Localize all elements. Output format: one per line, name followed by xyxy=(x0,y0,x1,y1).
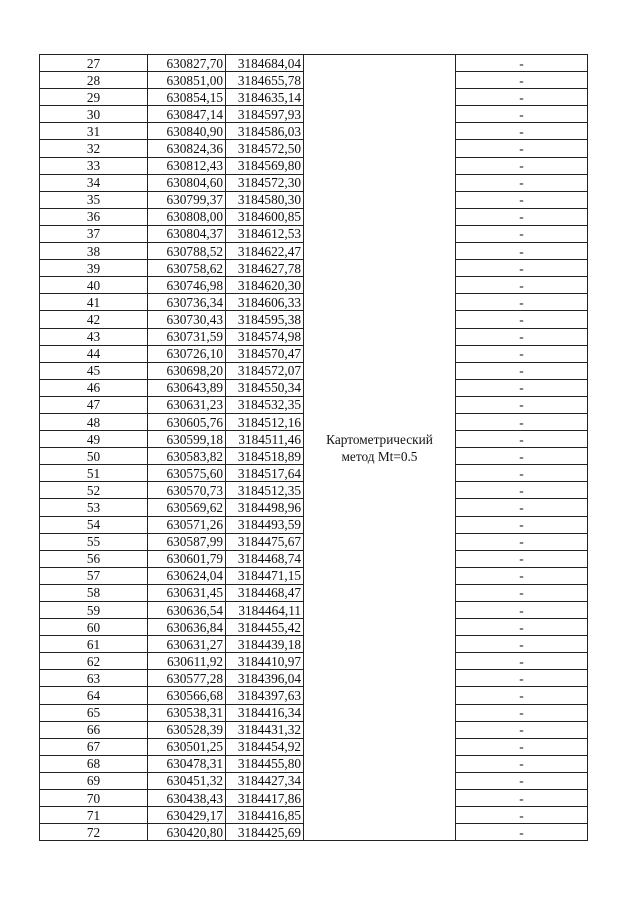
accuracy-value: - xyxy=(456,294,588,311)
point-number: 71 xyxy=(40,807,148,824)
x-coordinate: 630631,27 xyxy=(148,636,226,653)
accuracy-value: - xyxy=(456,89,588,106)
point-number: 54 xyxy=(40,516,148,533)
x-coordinate: 630570,73 xyxy=(148,482,226,499)
y-coordinate: 3184612,53 xyxy=(226,225,304,242)
accuracy-value: - xyxy=(456,755,588,772)
accuracy-value: - xyxy=(456,772,588,789)
x-coordinate: 630746,98 xyxy=(148,277,226,294)
y-coordinate: 3184475,67 xyxy=(226,533,304,550)
accuracy-value: - xyxy=(456,448,588,465)
x-coordinate: 630758,62 xyxy=(148,260,226,277)
x-coordinate: 630611,92 xyxy=(148,653,226,670)
x-coordinate: 630698,20 xyxy=(148,362,226,379)
accuracy-value: - xyxy=(456,790,588,807)
y-coordinate: 3184595,38 xyxy=(226,311,304,328)
x-coordinate: 630583,82 xyxy=(148,448,226,465)
accuracy-value: - xyxy=(456,807,588,824)
y-coordinate: 3184532,35 xyxy=(226,396,304,413)
x-coordinate: 630808,00 xyxy=(148,208,226,225)
point-number: 34 xyxy=(40,174,148,191)
x-coordinate: 630804,60 xyxy=(148,174,226,191)
accuracy-value: - xyxy=(456,602,588,619)
y-coordinate: 3184569,80 xyxy=(226,157,304,174)
point-number: 47 xyxy=(40,396,148,413)
y-coordinate: 3184572,50 xyxy=(226,140,304,157)
x-coordinate: 630624,04 xyxy=(148,567,226,584)
point-number: 43 xyxy=(40,328,148,345)
accuracy-value: - xyxy=(456,191,588,208)
y-coordinate: 3184468,47 xyxy=(226,584,304,601)
point-number: 57 xyxy=(40,567,148,584)
accuracy-value: - xyxy=(456,670,588,687)
y-coordinate: 3184416,85 xyxy=(226,807,304,824)
x-coordinate: 630438,43 xyxy=(148,790,226,807)
accuracy-value: - xyxy=(456,72,588,89)
accuracy-value: - xyxy=(456,721,588,738)
point-number: 67 xyxy=(40,738,148,755)
accuracy-value: - xyxy=(456,516,588,533)
y-coordinate: 3184574,98 xyxy=(226,328,304,345)
y-coordinate: 3184396,04 xyxy=(226,670,304,687)
point-number: 41 xyxy=(40,294,148,311)
accuracy-value: - xyxy=(456,499,588,516)
y-coordinate: 3184410,97 xyxy=(226,653,304,670)
y-coordinate: 3184606,33 xyxy=(226,294,304,311)
accuracy-value: - xyxy=(456,584,588,601)
point-number: 29 xyxy=(40,89,148,106)
accuracy-value: - xyxy=(456,824,588,841)
method-cell xyxy=(304,55,456,841)
point-number: 61 xyxy=(40,636,148,653)
y-coordinate: 3184439,18 xyxy=(226,636,304,653)
accuracy-value: - xyxy=(456,225,588,242)
point-number: 63 xyxy=(40,670,148,687)
point-number: 50 xyxy=(40,448,148,465)
accuracy-value: - xyxy=(456,636,588,653)
x-coordinate: 630599,18 xyxy=(148,431,226,448)
y-coordinate: 3184416,34 xyxy=(226,704,304,721)
x-coordinate: 630643,89 xyxy=(148,379,226,396)
accuracy-value: - xyxy=(456,431,588,448)
point-number: 69 xyxy=(40,772,148,789)
x-coordinate: 630601,79 xyxy=(148,550,226,567)
x-coordinate: 630736,34 xyxy=(148,294,226,311)
x-coordinate: 630605,76 xyxy=(148,413,226,430)
point-number: 35 xyxy=(40,191,148,208)
accuracy-value: - xyxy=(456,140,588,157)
x-coordinate: 630631,23 xyxy=(148,396,226,413)
point-number: 31 xyxy=(40,123,148,140)
x-coordinate: 630451,32 xyxy=(148,772,226,789)
point-number: 59 xyxy=(40,602,148,619)
x-coordinate: 630726,10 xyxy=(148,345,226,362)
point-number: 32 xyxy=(40,140,148,157)
y-coordinate: 3184511,46 xyxy=(226,431,304,448)
point-number: 62 xyxy=(40,653,148,670)
x-coordinate: 630788,52 xyxy=(148,243,226,260)
point-number: 40 xyxy=(40,277,148,294)
accuracy-value: - xyxy=(456,567,588,584)
y-coordinate: 3184570,47 xyxy=(226,345,304,362)
point-number: 58 xyxy=(40,584,148,601)
point-number: 72 xyxy=(40,824,148,841)
accuracy-value: - xyxy=(456,55,588,72)
y-coordinate: 3184468,74 xyxy=(226,550,304,567)
accuracy-value: - xyxy=(456,362,588,379)
y-coordinate: 3184684,04 xyxy=(226,55,304,72)
x-coordinate: 630824,36 xyxy=(148,140,226,157)
accuracy-value: - xyxy=(456,704,588,721)
accuracy-value: - xyxy=(456,328,588,345)
point-number: 42 xyxy=(40,311,148,328)
y-coordinate: 3184493,59 xyxy=(226,516,304,533)
point-number: 68 xyxy=(40,755,148,772)
point-number: 53 xyxy=(40,499,148,516)
point-number: 64 xyxy=(40,687,148,704)
point-number: 44 xyxy=(40,345,148,362)
x-coordinate: 630851,00 xyxy=(148,72,226,89)
x-coordinate: 630631,45 xyxy=(148,584,226,601)
y-coordinate: 3184597,93 xyxy=(226,106,304,123)
y-coordinate: 3184431,32 xyxy=(226,721,304,738)
x-coordinate: 630840,90 xyxy=(148,123,226,140)
accuracy-value: - xyxy=(456,550,588,567)
y-coordinate: 3184464,11 xyxy=(226,602,304,619)
point-number: 39 xyxy=(40,260,148,277)
point-number: 49 xyxy=(40,431,148,448)
point-number: 30 xyxy=(40,106,148,123)
point-number: 55 xyxy=(40,533,148,550)
accuracy-value: - xyxy=(456,157,588,174)
x-coordinate: 630730,43 xyxy=(148,311,226,328)
y-coordinate: 3184397,63 xyxy=(226,687,304,704)
point-number: 56 xyxy=(40,550,148,567)
x-coordinate: 630575,60 xyxy=(148,465,226,482)
y-coordinate: 3184512,35 xyxy=(226,482,304,499)
x-coordinate: 630587,99 xyxy=(148,533,226,550)
x-coordinate: 630731,59 xyxy=(148,328,226,345)
y-coordinate: 3184586,03 xyxy=(226,123,304,140)
table-row xyxy=(40,55,588,72)
y-coordinate: 3184518,89 xyxy=(226,448,304,465)
x-coordinate: 630478,31 xyxy=(148,755,226,772)
y-coordinate: 3184517,64 xyxy=(226,465,304,482)
point-number: 65 xyxy=(40,704,148,721)
x-coordinate: 630812,43 xyxy=(148,157,226,174)
y-coordinate: 3184455,80 xyxy=(226,755,304,772)
point-number: 46 xyxy=(40,379,148,396)
y-coordinate: 3184620,30 xyxy=(226,277,304,294)
x-coordinate: 630854,15 xyxy=(148,89,226,106)
accuracy-value: - xyxy=(456,345,588,362)
y-coordinate: 3184622,47 xyxy=(226,243,304,260)
accuracy-value: - xyxy=(456,208,588,225)
y-coordinate: 3184454,92 xyxy=(226,738,304,755)
x-coordinate: 630528,39 xyxy=(148,721,226,738)
y-coordinate: 3184572,07 xyxy=(226,362,304,379)
coordinates-table xyxy=(39,54,588,841)
x-coordinate: 630538,31 xyxy=(148,704,226,721)
accuracy-value: - xyxy=(456,379,588,396)
point-number: 28 xyxy=(40,72,148,89)
accuracy-value: - xyxy=(456,653,588,670)
accuracy-value: - xyxy=(456,619,588,636)
accuracy-value: - xyxy=(456,465,588,482)
accuracy-value: - xyxy=(456,687,588,704)
point-number: 52 xyxy=(40,482,148,499)
point-number: 66 xyxy=(40,721,148,738)
point-number: 48 xyxy=(40,413,148,430)
y-coordinate: 3184471,15 xyxy=(226,567,304,584)
accuracy-value: - xyxy=(456,533,588,550)
x-coordinate: 630569,62 xyxy=(148,499,226,516)
x-coordinate: 630420,80 xyxy=(148,824,226,841)
point-number: 33 xyxy=(40,157,148,174)
accuracy-value: - xyxy=(456,260,588,277)
y-coordinate: 3184512,16 xyxy=(226,413,304,430)
accuracy-value: - xyxy=(456,413,588,430)
method-label-line1: Картометрический xyxy=(326,431,433,447)
y-coordinate: 3184635,14 xyxy=(226,89,304,106)
point-number: 51 xyxy=(40,465,148,482)
accuracy-value: - xyxy=(456,243,588,260)
accuracy-value: - xyxy=(456,277,588,294)
y-coordinate: 3184655,78 xyxy=(226,72,304,89)
x-coordinate: 630804,37 xyxy=(148,225,226,242)
point-number: 38 xyxy=(40,243,148,260)
x-coordinate: 630501,25 xyxy=(148,738,226,755)
y-coordinate: 3184498,96 xyxy=(226,499,304,516)
accuracy-value: - xyxy=(456,311,588,328)
x-coordinate: 630566,68 xyxy=(148,687,226,704)
x-coordinate: 630799,37 xyxy=(148,191,226,208)
x-coordinate: 630636,54 xyxy=(148,602,226,619)
point-number: 27 xyxy=(40,55,148,72)
point-number: 70 xyxy=(40,790,148,807)
point-number: 60 xyxy=(40,619,148,636)
y-coordinate: 3184417,86 xyxy=(226,790,304,807)
y-coordinate: 3184427,34 xyxy=(226,772,304,789)
y-coordinate: 3184572,30 xyxy=(226,174,304,191)
x-coordinate: 630847,14 xyxy=(148,106,226,123)
y-coordinate: 3184550,34 xyxy=(226,379,304,396)
x-coordinate: 630577,28 xyxy=(148,670,226,687)
x-coordinate: 630429,17 xyxy=(148,807,226,824)
point-number: 37 xyxy=(40,225,148,242)
method-label-line2: метод Mt=0.5 xyxy=(341,448,418,464)
point-number: 36 xyxy=(40,208,148,225)
coordinates-table-body xyxy=(40,55,588,841)
y-coordinate: 3184627,78 xyxy=(226,260,304,277)
x-coordinate: 630571,26 xyxy=(148,516,226,533)
accuracy-value: - xyxy=(456,396,588,413)
x-coordinate: 630636,84 xyxy=(148,619,226,636)
accuracy-value: - xyxy=(456,482,588,499)
accuracy-value: - xyxy=(456,738,588,755)
y-coordinate: 3184425,69 xyxy=(226,824,304,841)
y-coordinate: 3184455,42 xyxy=(226,619,304,636)
y-coordinate: 3184580,30 xyxy=(226,191,304,208)
y-coordinate: 3184600,85 xyxy=(226,208,304,225)
accuracy-value: - xyxy=(456,174,588,191)
accuracy-value: - xyxy=(456,123,588,140)
accuracy-value: - xyxy=(456,106,588,123)
point-number: 45 xyxy=(40,362,148,379)
x-coordinate: 630827,70 xyxy=(148,55,226,72)
